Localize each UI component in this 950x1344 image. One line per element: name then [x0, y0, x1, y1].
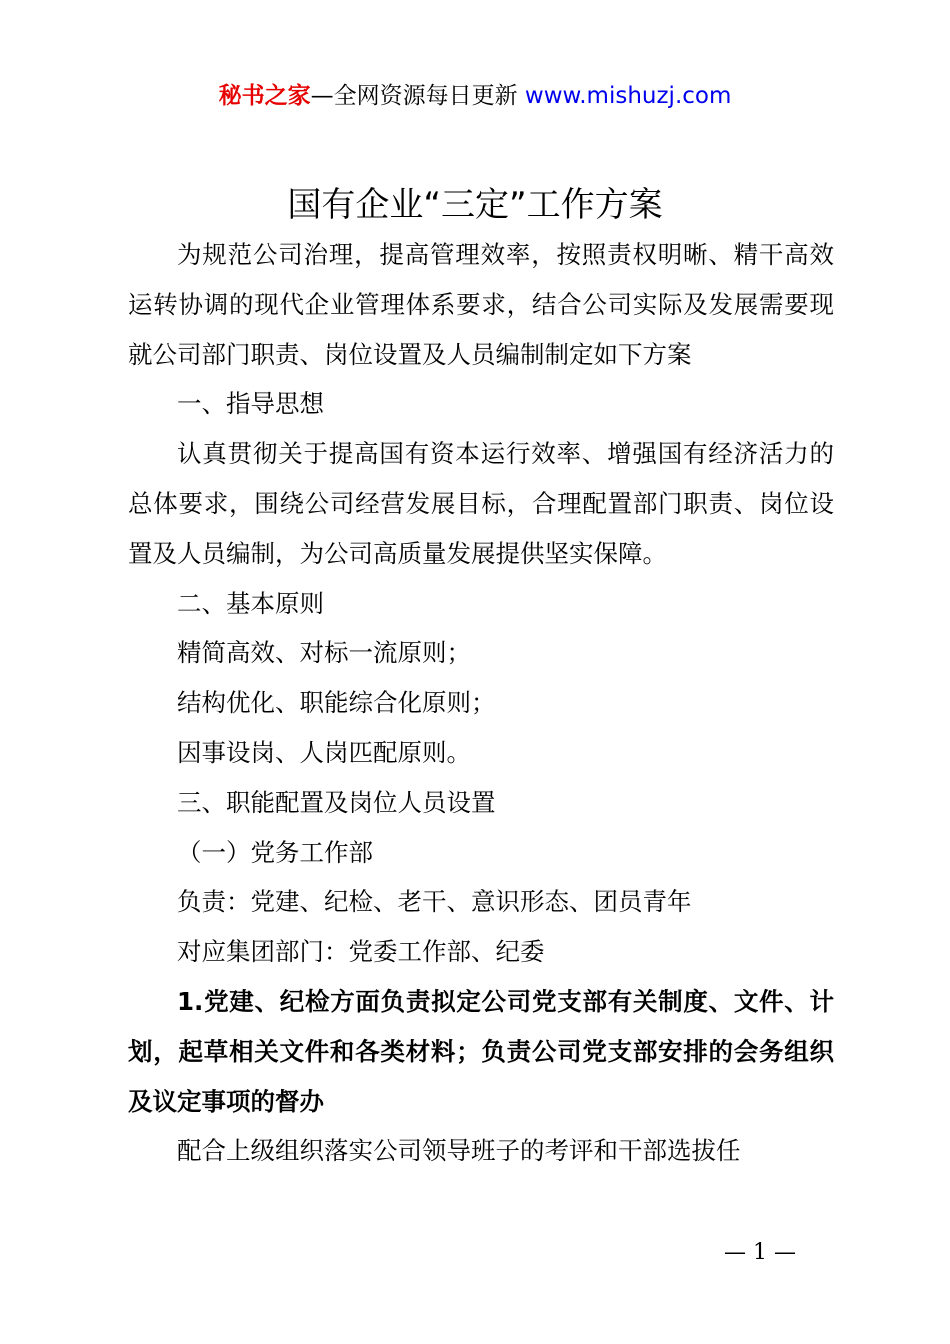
paragraph-cooperation: 配合上级组织落实公司领导班子的考评和干部选拔任 [177, 1136, 741, 1166]
paragraph-responsibilities: 负责：党建、纪检、老干、意识形态、团员青年 [177, 887, 692, 917]
principle-item: 结构优化、职能综合化原则； [177, 688, 496, 718]
principle-item: 精简高效、对标一流原则； [177, 638, 471, 668]
document-title: 国有企业“三定”工作方案 [287, 185, 663, 225]
paragraph-intro: 为规范公司治理，提高管理效率，按照责权明晰、精干高效运转协调的现代企业管理体系要求，结合公司实际及发展需要现就公司部门职责、岗位设置及人员编制制定如下方案 [128, 240, 834, 369]
section-heading-basic-principles: 二、基本原则 [177, 588, 324, 618]
site-header [0, 80, 950, 112]
paragraph-corresponding-departments: 对应集团部门：党委工作部、纪委 [177, 937, 545, 967]
section-heading-function-config: 三、职能配置及岗位人员设置 [177, 787, 496, 817]
principle-item: 因事设岗、人岗匹配原则。 [177, 737, 471, 767]
page-number: — 1 — [724, 1240, 796, 1265]
brand-name: 秘书之家 [218, 83, 311, 109]
paragraph-guiding-ideology: 认真贯彻关于提高国有资本运行效率、增强国有经济活力的总体要求，围绕公司经营发展目标，合理配置部门职责、岗位设置及人员编制，为公司高质量发展提供坚实保障。 [128, 439, 834, 568]
subsection-heading-party-affairs: （一）党务工作部 [177, 837, 373, 867]
bold-item-party-building: 1.党建、纪检方面负责拟定公司党支部有关制度、文件、计划，起草相关文件和各类材料；负责公司党支部安排的会务组织及议定事项的督办 [128, 986, 834, 1116]
section-heading-guiding-ideology: 一、指导思想 [177, 389, 324, 419]
site-url-link[interactable]: www.mishuzj.com [524, 83, 732, 109]
document-body [128, 230, 834, 1176]
header-slogan: —全网资源每日更新 [310, 83, 525, 109]
